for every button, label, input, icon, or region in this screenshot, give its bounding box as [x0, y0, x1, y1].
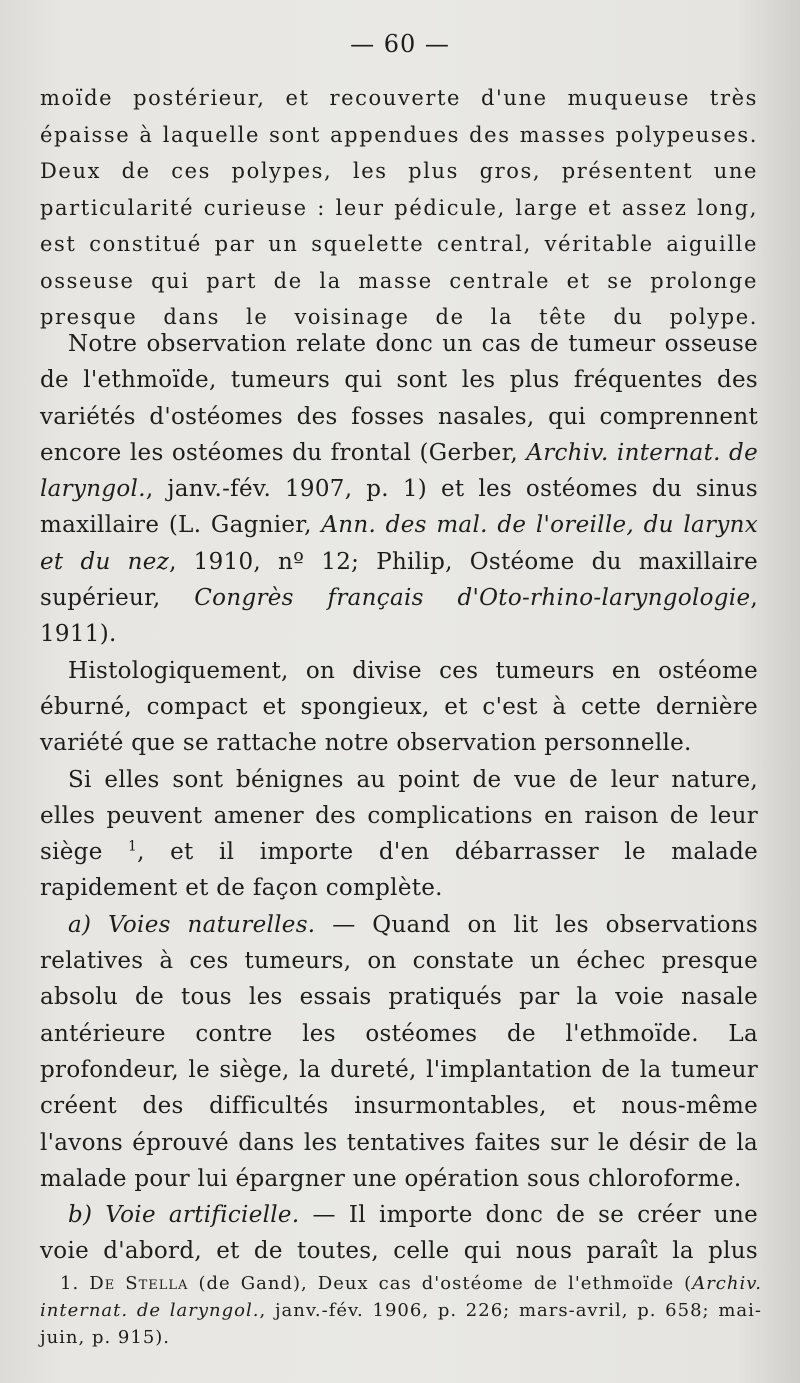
- paragraph-histology: Histologiquement, on divise ces tumeurs en ostéome éburné, compact et spongieux, et c'est à cette dernière variété que se rattache notre observation personnelle.: [40, 657, 758, 757]
- paragraph-complications: Si elles sont bénignes au point de vue de leur nature, elles peuvent amener des complications en raison de leur siège $^1$, et il importe d'en débarrasser le malade rapidement et de façon complète.: [40, 766, 758, 902]
- paragraph-natural-routes: a) Voies naturelles. — Quand on lit les observations relatives à ces tumeurs, on constate un échec presque absolu de tous les essais pratiqués par la voie nasale antérieure contre les ostéomes de l'ethmoïde. La profondeur, le siège, la dureté, l'implantation de la tumeur créent des difficultés insurmontables, et nous-même l'avons éprouvé dans les tentatives faites sur le désir de la malade pour lui épargner une opération sous chloroforme.: [40, 911, 758, 1192]
- section-heading-artificial-route: Voie artificielle.: [105, 1202, 300, 1229]
- page-number: — 60 —: [350, 30, 450, 58]
- intro-paragraph: moïde postérieur, et recouverte d'une muqueuse très épaisse à laquelle sont appendues des masses polypeuses. Deux de ces polypes, les plus gros, présentent une particularité curieuse : leur pédicule, large et assez long, est constitué par un squelette central, véritable aiguille osseuse qui part de la masse centrale et se prolonge presque dans le voisinage de la tête du polype.: [40, 86, 758, 329]
- footnote: 1. De Stella (de Gand), Deux cas d'ostéome de l'ethmoïde (Archiv. internat. de laryngol., janv.-fév. 1906, p. 226; mars-avril, p. 658; mai-juin, p. 915).: [40, 1273, 762, 1348]
- main-text: [40, 326, 758, 1270]
- section-heading-natural-routes: Voies naturelles.: [108, 911, 316, 938]
- footnote-reference: 1: [128, 838, 138, 855]
- paragraph-artificial-route: b) Voie artificielle. — Il importe donc de se créer une voie d'abord, et de toutes, celle qui nous paraît la plus: [40, 1202, 758, 1265]
- footnote-author: De Stella: [89, 1273, 189, 1294]
- paragraph-ethmoid-observation: Notre observation relate donc un cas de tumeur osseuse de l'ethmoïde, tumeurs qui sont les plus fréquentes des variétés d'ostéomes des fosses nasales, qui comprennent encore les ostéomes du frontal (Gerber, Archiv. internat. de laryngol., janv.-fév. 1907, p. 1) et les ostéomes du sinus maxillaire (L. Gagnier, Ann. des mal. de l'oreille, du larynx et du nez, 1910, nº 12; Philip, Ostéome du maxillaire supérieur, Congrès français d'Oto-rhino-laryngologie, 1911).: [40, 331, 758, 648]
